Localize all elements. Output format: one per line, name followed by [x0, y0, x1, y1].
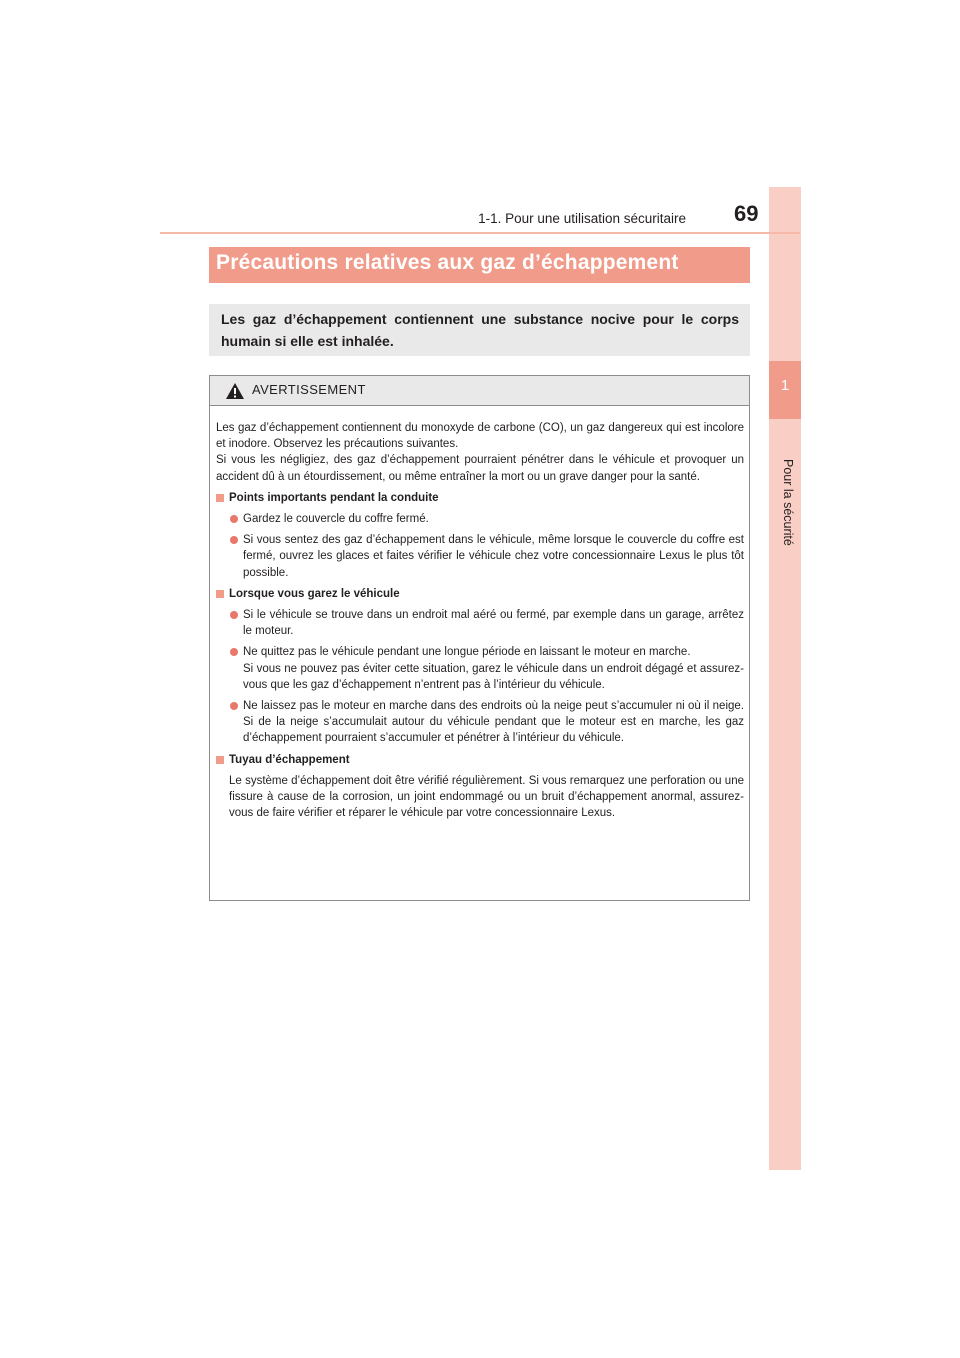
chapter-side-tab: [769, 187, 801, 1170]
page-number: 69: [734, 201, 759, 226]
square-bullet-icon: [216, 756, 224, 764]
header-rule: [160, 232, 800, 234]
subheading: Tuyau d’échappement: [216, 752, 744, 768]
round-bullet-icon: [230, 536, 238, 544]
list-item: Gardez le couvercle du coffre fermé.: [216, 511, 744, 527]
chapter-number: 1: [769, 361, 801, 419]
warning-box: [209, 375, 750, 901]
warning-header: [210, 376, 749, 406]
list-item: Ne laissez pas le moteur en marche dans des endroits où la neige peut s’accumuler ni où il neige. Si de la neige s’accumulait autour du véhicule pendant que le moteur est en marche, les gaz d’échappement pourraient s’accumuler et pénétrer à l’intérieur du véhicule.: [216, 698, 744, 747]
intro-box: Les gaz d’échappement contiennent une substance nocive pour le corps humain si elle est inhalée.: [209, 304, 750, 356]
section-text: Le système d’échappement doit être vérifié régulièrement. Si vous remarquez une perforation ou une fissure à cause de la corrosion, un joint endommagé ou un bruit d’échappement anormal, assurez-vous de faire vérifier et réparer le véhicule par votre concessionnaire Lexus.: [229, 774, 744, 820]
round-bullet-icon: [230, 611, 238, 619]
list-item: Si le véhicule se trouve dans un endroit mal aéré ou fermé, par exemple dans un garage, arrêtez le moteur.: [216, 607, 744, 639]
round-bullet-icon: [230, 515, 238, 523]
list-item: Si vous sentez des gaz d’échappement dans le véhicule, même lorsque le couvercle du coffre est fermé, ouvrez les glaces et faites vérifier le véhicule chez votre concessionnaire Lexus le plus tôt possible.: [216, 532, 744, 581]
subheading: Lorsque vous garez le véhicule: [216, 586, 744, 602]
warning-paragraph: Si vous les négligiez, des gaz d’échappement pourraient pénétrer dans le véhicule et provoquer un accident dû à un étourdissement, ou même entraîner la mort ou un grave danger pour la santé.: [216, 454, 744, 483]
square-bullet-icon: [216, 494, 224, 502]
page-title: Précautions relatives aux gaz d’échappement: [216, 251, 679, 274]
warning-triangle-icon: [225, 382, 245, 400]
list-item: Ne quittez pas le véhicule pendant une longue période en laissant le moteur en marche. Si vous ne pouvez pas éviter cette situation, garez le véhicule dans un endroit dégagé et assurez-vous que les gaz d’échappement n’entrent pas à l’intérieur du véhicule.: [216, 644, 744, 693]
round-bullet-icon: [230, 702, 238, 710]
chapter-label: Pour la sécurité: [781, 459, 795, 546]
warning-paragraph: Les gaz d’échappement contiennent du monoxyde de carbone (CO), un gaz dangereux qui est incolore et inodore. Observez les précautions suivantes.: [216, 422, 744, 451]
round-bullet-icon: [230, 648, 238, 656]
warning-body: [216, 420, 744, 821]
square-bullet-icon: [216, 590, 224, 598]
page-title-bar: [209, 247, 750, 283]
subheading: Points importants pendant la conduite: [216, 490, 744, 506]
section-title: 1-1. Pour une utilisation sécuritaire: [478, 211, 686, 226]
warning-label: AVERTISSEMENT: [252, 382, 366, 397]
